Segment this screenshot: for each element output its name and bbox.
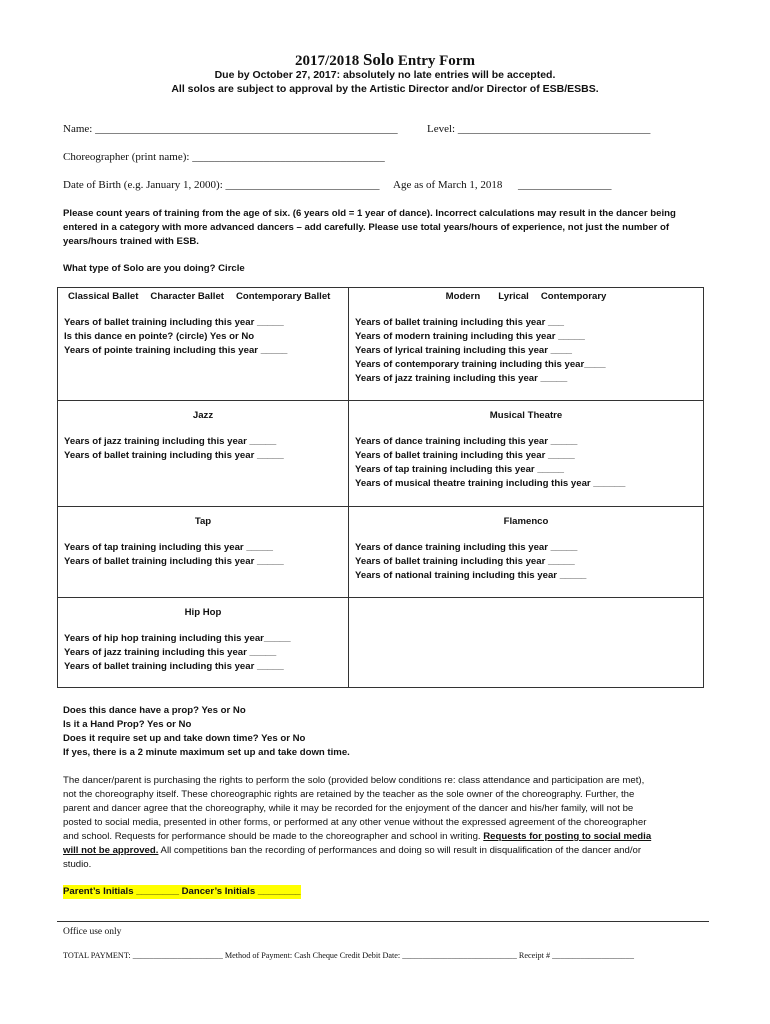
age-label: Age as of March 1, 2018 [393,179,503,191]
rights-line: The dancer/parent is purchasing the rights to perform the solo (provided below conditions re: class attendance and participation are met), [63,775,645,786]
age-field[interactable]: _________________ [518,179,612,191]
ballet-cell [58,288,349,401]
training-line[interactable]: Years of ballet training including this year _____ [355,556,575,567]
title-prefix: 2017/2018 [295,53,363,69]
training-line[interactable]: Years of ballet training including this year _____ [64,661,284,672]
setup-note: If yes, there is a 2 minute maximum set up and take down time. [63,747,350,758]
hand-prop-question[interactable]: Is it a Hand Prop? Yes or No [63,719,192,730]
training-line[interactable]: Years of hip hop training including this year_____ [64,633,291,644]
approval-line: All solos are subject to approval by the Artistic Director and/or Director of ESB/ESBS. [171,83,599,95]
training-line[interactable]: Years of ballet training including this year ___ [355,317,564,328]
training-line[interactable]: Years of tap training including this year _____ [64,542,273,553]
training-line[interactable]: Years of ballet training including this year _____ [64,317,284,328]
training-line[interactable]: Years of national training including this year _____ [355,570,587,581]
instructions-line: years/hours trained with ESB. [63,236,199,247]
option-flamenco[interactable]: Flamenco [503,516,549,527]
option-classical-ballet[interactable]: Classical Ballet [68,291,139,302]
due-line: Due by October 27, 2017: absolutely no late entries will be accepted. [214,69,556,81]
solo-type-question: What type of Solo are you doing? Circle [63,263,245,274]
title-word: Solo [362,50,395,69]
training-line[interactable]: Years of modern training including this year _____ [355,331,585,342]
hip-hop-cell [58,598,349,688]
training-line[interactable]: Years of jazz training including this year _____ [355,373,568,384]
title-suffix: Entry Form [394,53,475,69]
prop-question[interactable]: Does this dance have a prop? Yes or No [63,705,246,716]
training-line[interactable]: Years of ballet training including this year _____ [64,450,284,461]
musical-theatre-cell [349,401,704,507]
rights-text: All competitions ban the recording of performances and doing so will result in disqualification of the dancer and/or [158,845,642,856]
empty-cell [349,598,704,688]
option-musical-theatre[interactable]: Musical Theatre [489,410,563,421]
modern-cell [349,288,704,401]
ballet-options [64,290,342,304]
training-line[interactable]: Years of dance training including this year _____ [355,436,578,447]
instructions [63,207,713,249]
option-lyrical[interactable]: Lyrical [498,291,529,302]
rights-line [63,830,713,844]
payment-line[interactable]: TOTAL PAYMENT: ______________________ Method of Payment: Cash Cheque Credit Debit Date: ____________________________ Receipt # ____________________ [63,951,634,960]
training-line[interactable]: Years of dance training including this year _____ [355,542,578,553]
training-line[interactable]: Years of ballet training including this year _____ [64,556,284,567]
rights-line: studio. [63,859,92,870]
flamenco-cell [349,507,704,598]
rights-line: posted to social media, presented in other forms, or performed at any other venue without the expressed agreement of the choreographer [63,817,647,828]
rights-line [63,844,713,858]
jazz-cell [58,401,349,507]
dob-field[interactable]: Date of Birth (e.g. January 1, 2000): ____________________________ [63,179,380,191]
option-tap[interactable]: Tap [194,516,212,527]
training-line[interactable]: Years of lyrical training including this year ____ [355,345,573,356]
rights-line: parent and dancer agree that the choreography, while it may be recorded for the enjoyment of the dancer and his/her family, will not be [63,803,634,814]
training-line[interactable]: Years of contemporary training including this year____ [355,359,606,370]
setup-question[interactable]: Does it require set up and take down time? Yes or No [63,733,306,744]
training-line[interactable]: Years of jazz training including this year _____ [64,436,277,447]
social-media-warning: will not be approved. [63,845,159,856]
name-field[interactable]: Name: _______________________________________________________ [63,123,398,135]
training-line[interactable]: Years of tap training including this year _____ [355,464,564,475]
modern-options [355,290,697,304]
tap-cell [58,507,349,598]
choreographer-field[interactable]: Choreographer (print name): ___________________________________ [63,151,385,163]
solo-type-grid [57,287,704,688]
rights-line: not the choreography itself. These choreographic rights are retained by the teacher as the sole owner of the choreography. Further, the [63,789,635,800]
training-line[interactable]: Is this dance en pointe? (circle) Yes or No [64,331,255,342]
office-use-label: Office use only [63,927,122,937]
instructions-line: Please count years of training from the age of six. (6 years old = 1 year of dance). Incorrect calculations may result in the dancer being [63,208,676,219]
training-line[interactable]: Years of pointe training including this year _____ [64,345,288,356]
props-section [63,704,350,760]
training-line[interactable]: Years of jazz training including this year _____ [64,647,277,658]
form-title [0,50,770,70]
rights-paragraph [63,774,713,872]
option-contemporary-ballet[interactable]: Contemporary Ballet [236,291,331,302]
training-line[interactable]: Years of ballet training including this year _____ [355,450,575,461]
rights-text: and school. Requests for performance should be made to the choreographer and school in writing. [63,831,484,842]
option-contemporary[interactable]: Contemporary [540,291,607,302]
option-character-ballet[interactable]: Character Ballet [150,291,224,302]
option-jazz[interactable]: Jazz [192,410,214,421]
divider [57,921,709,922]
initials-line[interactable]: Parent’s Initials ________ Dancer’s Initials ________ [63,886,301,897]
option-modern[interactable]: Modern [445,291,481,302]
level-field[interactable]: Level: ___________________________________ [427,123,651,135]
training-line[interactable]: Years of musical theatre training including this year ______ [355,478,626,489]
social-media-warning: Requests for posting to social media [483,831,652,842]
option-hip-hop[interactable]: Hip Hop [184,607,222,618]
instructions-line: entered in a category with more advanced dancers – add carefully. Please use total years/hours of experience, not just the number of [63,222,670,233]
